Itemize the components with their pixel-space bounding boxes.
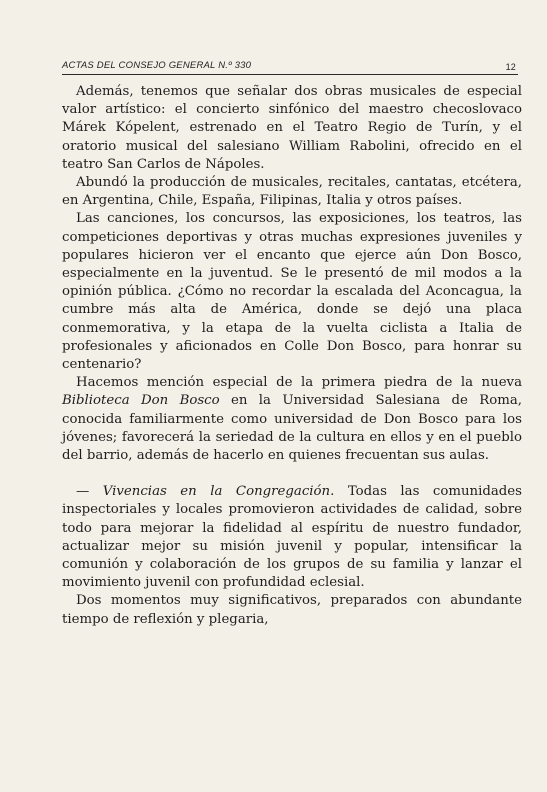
- running-title: ACTAS DEL CONSEJO GENERAL N.º 330: [62, 60, 252, 71]
- section-heading: Vivencias en la Congregación.: [102, 484, 335, 500]
- paragraph: [62, 374, 522, 465]
- paragraph-text: —: [76, 484, 103, 500]
- paragraph-text: en la Universidad Salesiana de Roma, conocida familiarmente como universidad de Don Bosco para los jóvenes; favorecerá la seriedad de la cultura en ellos y en el pueblo del barrio, además de hacerlo en quienes frecuentan sus aulas.: [62, 393, 523, 464]
- paragraph: Abundó la producción de musicales, recitales, cantatas, etcétera, en Argentina, Chile, España, Filipinas, Italia y otros países.: [62, 175, 522, 209]
- paragraph-text: Hacemos mención especial de la primera piedra de la nueva: [76, 375, 522, 391]
- paragraph-text: Todas las comunidades inspectoriales y locales promovieron actividades de calidad, sobre todo para mejorar la fidelidad al espíritu de nuestro fundador, actualizar mejor su misión juvenil y popular, intensificar la comunión y colaboración de los grupos de su familia y lanzar el movimiento juvenil con profundidad eclesial.: [62, 484, 522, 591]
- page-number: 12: [505, 62, 516, 72]
- paragraph: Las canciones, los concursos, las exposiciones, los teatros, las competiciones deportivas y otras muchas expresiones juveniles y populares hicieron ver el encanto que ejerce aún Don Bosco, especialmente en la juventud. Se le presentó de mil modos a la opinión pública. ¿Cómo no recordar la escalada del Aconcagua, la cumbre más alta de América, donde se dejó una placa conmemorativa, y la etapa de la vuelta ciclista a Italia de profesionales y aficionados en Colle Don Bosco, para honrar su centenario?: [62, 211, 522, 373]
- paragraph: [62, 483, 522, 592]
- paragraph: Además, tenemos que señalar dos obras musicales de especial valor artístico: el concierto sinfónico del maestro checoslovaco Márek Kópelent, estrenado en el Teatro Regio de Turín, y el oratorio musical del salesiano William Rabolini, ofrecido en el teatro San Carlos de Nápoles.: [62, 84, 522, 172]
- body-text: [62, 83, 522, 629]
- paragraph: Dos momentos muy significativos, preparados con abundante tiempo de reflexión y plegaria,: [62, 593, 522, 627]
- running-header: [62, 56, 518, 75]
- paragraph-emphasis: Biblioteca Don Bosco: [62, 393, 220, 409]
